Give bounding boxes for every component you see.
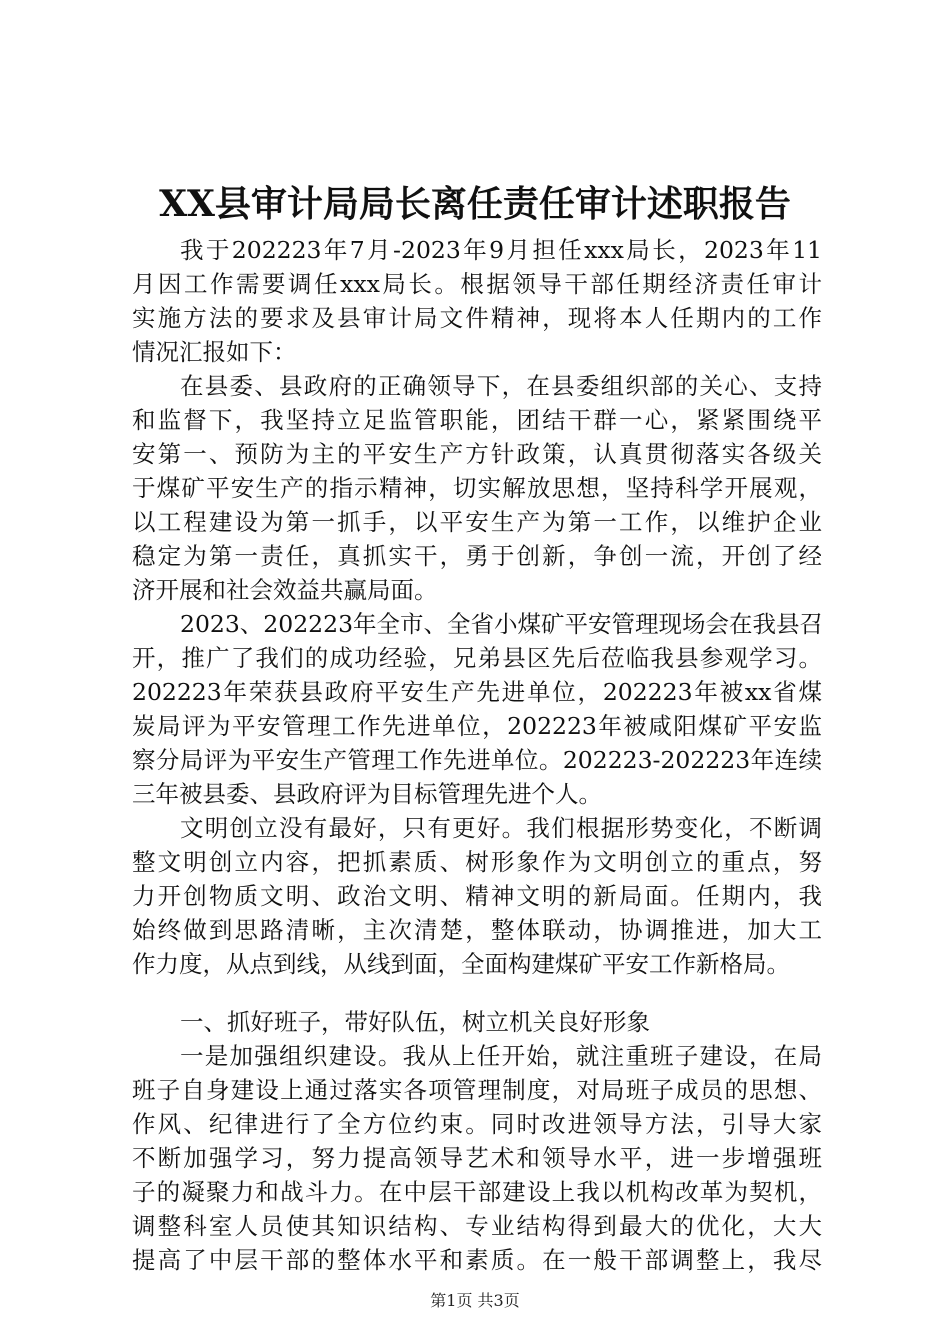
document-title: XX县审计局局长离任责任审计述职报告	[159, 183, 791, 225]
paragraph-line: 班子自身建设上通过落实各项管理制度，对局班子成员的思想、	[132, 1076, 822, 1104]
section-heading: 一、抓好班子，带好队伍，树立机关良好形象	[180, 1008, 650, 1036]
paragraph-line: 力开创物质文明、政治文明、精神文明的新局面。任期内，我	[132, 882, 822, 910]
paragraph-line: 察分局评为平安生产管理工作先进单位。202223-202223年连续	[132, 746, 822, 774]
paragraph-line: 和监督下，我坚持立足监管职能，团结干群一心，紧紧围绕平	[132, 406, 822, 434]
paragraph-line: 202223年荣获县政府平安生产先进单位，202223年被xx省煤	[132, 678, 822, 706]
paragraph-line: 提高了中层干部的整体水平和素质。在一般干部调整上，我尽	[132, 1246, 822, 1274]
paragraph-line: 文明创立没有最好，只有更好。我们根据形势变化，不断调	[180, 814, 822, 842]
paragraph-line: 实施方法的要求及县审计局文件精神，现将本人任期内的工作	[132, 304, 822, 332]
paragraph-line: 子的凝聚力和战斗力。在中层干部建设上我以机构改革为契机，	[132, 1178, 822, 1206]
paragraph-line: 作风、纪律进行了全方位约束。同时改进领导方法，引导大家	[132, 1110, 822, 1138]
paragraph-line: 济开展和社会效益共赢局面。	[132, 576, 438, 604]
paragraph-line: 开，推广了我们的成功经验，兄弟县区先后莅临我县参观学习。	[132, 644, 822, 672]
paragraph-line: 一是加强组织建设。我从上任开始，就注重班子建设，在局	[180, 1042, 822, 1070]
paragraph-line: 整文明创立内容，把抓素质、树形象作为文明创立的重点，努	[132, 848, 822, 876]
paragraph-line: 2023、202223年全市、全省小煤矿平安管理现场会在我县召	[180, 610, 824, 638]
paragraph-line: 不断加强学习，努力提高领导艺术和领导水平，进一步增强班	[132, 1144, 822, 1172]
paragraph-line: 三年被县委、县政府评为目标管理先进个人。	[132, 780, 602, 808]
paragraph-line: 调整科室人员使其知识结构、专业结构得到最大的优化，大大	[132, 1212, 822, 1240]
paragraph-line: 我于202223年7月-2023年9月担任xxx局长，2023年11	[180, 236, 822, 264]
paragraph-line: 安第一、预防为主的平安生产方针政策，认真贯彻落实各级关	[132, 440, 822, 468]
paragraph-line: 炭局评为平安管理工作先进单位，202223年被咸阳煤矿平安监	[132, 712, 822, 740]
paragraph-line: 在县委、县政府的正确领导下，在县委组织部的关心、支持	[180, 372, 822, 400]
paragraph-line: 月因工作需要调任xxx局长。根据领导干部任期经济责任审计	[132, 270, 822, 298]
paragraph-line: 情况汇报如下：	[132, 338, 297, 366]
paragraph-line: 以工程建设为第一抓手，以平安生产为第一工作，以维护企业	[132, 508, 822, 536]
paragraph-line: 稳定为第一责任，真抓实干，勇于创新，争创一流，开创了经	[132, 542, 822, 570]
paragraph-line: 作力度，从点到线，从线到面，全面构建煤矿平安工作新格局。	[132, 950, 790, 978]
paragraph-line: 于煤矿平安生产的指示精神，切实解放思想，坚持科学开展观，	[132, 474, 822, 502]
paragraph-line: 始终做到思路清晰，主次清楚，整体联动，协调推进，加大工	[132, 916, 822, 944]
page-number-footer: 第1页 共3页	[430, 1291, 520, 1310]
